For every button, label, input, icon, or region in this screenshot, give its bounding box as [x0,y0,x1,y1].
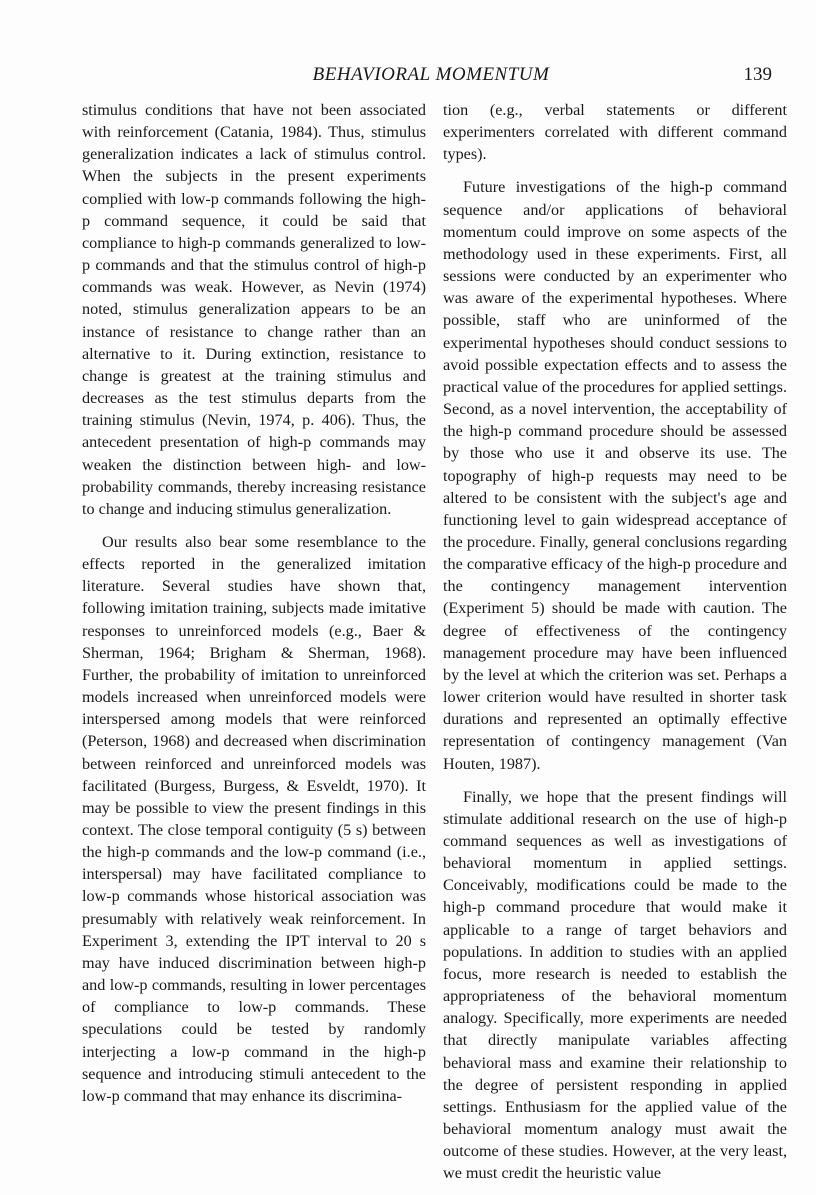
left-column [82,99,426,1107]
right-paragraph-1-continued: tion (e.g., verbal statements or different experimenters correlated with different command types). [443,101,787,164]
right-paragraph-3-conclusion: Finally, we hope that the present findings will stimulate additional research on the use of high-p command sequences as well as investigations of behavioral momentum in applied settings. Conceivably, modifications could be made to the high-p command procedure that would make it applicable to a range of target behaviors and populations. In addition to studies with an applied focus, more research is needed to establish the appropriateness of the behavioral momentum analogy. Specifically, more experiments are needed that directly manipulate variables affecting behavioral mass and examine their relationship to the degree of persistent responding in applied settings. Enthusiasm for the applied value of the behavioral momentum analogy must await the outcome of these studies. However, at the very least, we must credit the heuristic value [443,787,787,1183]
right-paragraph-2-future-investigations: Future investigations of the high-p command sequence and/or applications of behavioral momentum could improve on some aspects of the methodology used in these experiments. First, all sessions were conducted by an experimenter who was aware of the experimental hypotheses. Where possible, staff who are uninformed of the experimental hypotheses should conduct sessions to avoid possible expectation effects and to assess the practical value of the procedures for applied settings. Second, as a novel intervention, the acceptability of the high-p command procedure should be assessed by those who use it and observe its use. The topography of high-p requests may need to be altered to be consistent with the subject's age and functioning level to gain widespread acceptance of the procedure. Finally, general conclusions regarding the comparative efficacy of the high-p procedure and the contingency management intervention (Experiment 5) should be made with caution. The degree of effectiveness of the contingency management procedure may have been influenced by the level at which the criterion was set. Perhaps a lower criterion would have resulted in shorter task durations and represented an optimally effective representation of contingency management (Van Houten, 1987). [443,178,787,773]
left-paragraph-1-continued: stimulus conditions that have not been associated with reinforcement (Catania, 1984). Thus, stimulus generalization indicates a lack of stimulus control. When the subjects in the present experiments complied with low-p commands following the high-p command sequence, it could be said that compliance to high-p commands generalized to low-p commands and that the stimulus control of high-p commands was weak. However, as Nevin (1974) noted, stimulus generalization appears to be an instance of resistance to change rather than an alternative to it. During extinction, resistance to change is greatest at the training stimulus and decreases as the test stimulus departs from the training stimulus (Nevin, 1974, p. 406). Thus, the antecedent presentation of high-p commands may weaken the distinction between high- and low-probability commands, thereby increasing resistance to change and inducing stimulus generalization. [82,101,426,518]
right-column [443,99,787,1185]
left-paragraph-2-generalized-imitation: Our results also bear some resemblance to the effects reported in the generalized imitation literature. Several studies have shown that, following imitation training, subjects made imitative responses to unreinforced models (e.g., Baer & Sherman, 1964; Brigham & Sherman, 1968). Further, the probability of imitation to unreinforced models increased when unreinforced models were interspersed among models that were reinforced (Peterson, 1968) and decreased when discrimination between reinforced and unreinforced models was facilitated (Burgess, Burgess, & Esveldt, 1970). It may be possible to view the present findings in this context. The close temporal contiguity (5 s) between the high-p commands and the low-p command (i.e., interspersal) may have facilitated compliance to low-p commands whose historical association was presumably with relatively weak reinforcement. In Experiment 3, extending the IPT interval to 20 s may have induced discrimination between high-p and low-p commands, resulting in lower percentages of compliance to low-p commands. These speculations could be tested by randomly interjecting a low-p command in the high-p sequence and introducing stimuli antecedent to the low-p command that may enhance its discrimina- [82,532,426,1105]
running-head-title: BEHAVIORAL MOMENTUM [312,64,550,85]
page-number: 139 [743,64,772,85]
